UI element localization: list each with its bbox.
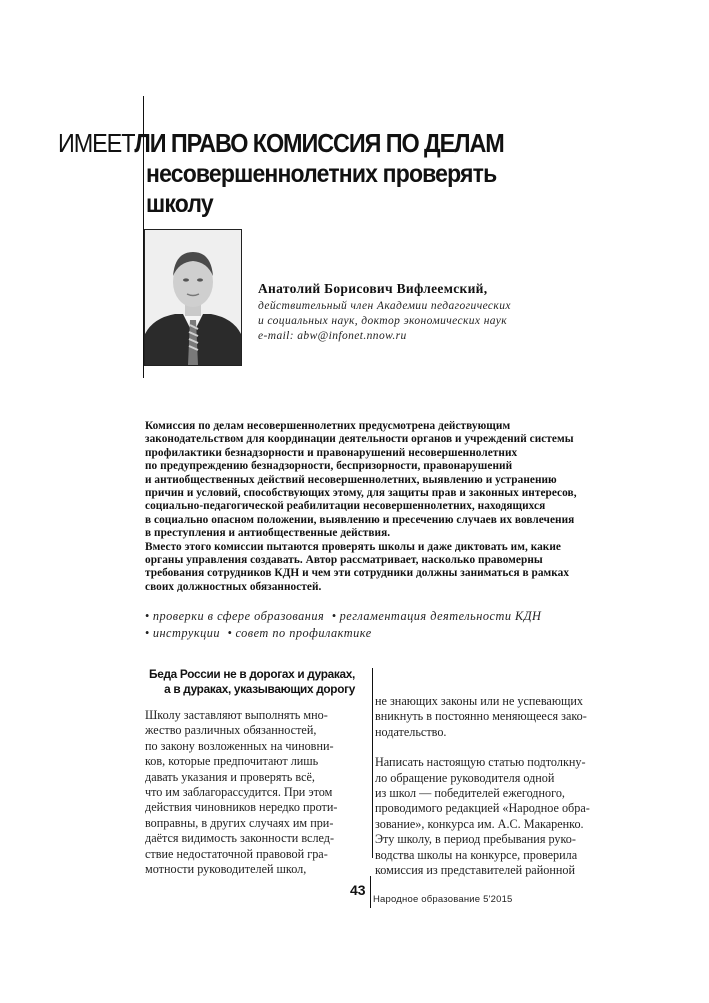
abstract-line: в социально опасном положении, выявлению и пресечению случаев их вовлечения — [145, 513, 575, 526]
body-line: вникнуть в постоянно меняющееся зако- — [375, 709, 587, 724]
title-word-1: ИМЕЕТ — [58, 128, 135, 158]
body-line: комиссия из представителей районной — [375, 863, 575, 878]
author-description — [258, 299, 578, 344]
abstract-line: по предупреждению безнадзорности, беспризорности, правонарушений — [145, 460, 513, 473]
article-abstract — [145, 420, 655, 594]
keyword: инструкции — [152, 626, 221, 640]
body-line: по закону возложенных на чиновни- — [145, 738, 334, 753]
body-paragraph — [375, 694, 610, 740]
abstract-line: причин и условий, способствующих этому, для защиты прав и законных интересов, — [145, 487, 577, 500]
author-email[interactable]: e-mail: abw@infonet.nnow.ru — [258, 330, 407, 342]
body-line: нодательство. — [375, 724, 447, 739]
bullet-icon: • — [145, 626, 150, 640]
bullet-icon: • — [227, 626, 233, 640]
body-paragraph — [375, 755, 610, 878]
body-line: водства школы на конкурсе, проверила — [375, 847, 578, 862]
abstract-line: требования сотрудников КДН и чем эти сотрудники должны заниматься в рамках — [145, 567, 570, 580]
abstract-line: в преступления и антиобщественные действия. — [145, 527, 391, 540]
body-line: Написать настоящую статью подтолкну- — [375, 755, 586, 770]
body-line: даётся видимость законности вслед- — [145, 831, 335, 846]
footer-divider — [370, 876, 371, 908]
body-line: Эту школу, в период пребывания руко- — [375, 832, 576, 847]
journal-name: Народное образование 5'2015 — [373, 894, 513, 905]
title-line-1 — [58, 128, 504, 159]
page-number: 43 — [350, 882, 366, 898]
body-column-right — [375, 694, 610, 878]
keywords-row-2 — [145, 625, 665, 642]
keyword: проверки в сфере образования — [152, 609, 325, 623]
body-line: давать указания и проверять всё, — [145, 769, 315, 784]
title-line-3: школу — [146, 190, 213, 218]
body-line: зование», конкурса им. А.С. Макаренко. — [375, 816, 584, 831]
title-line-2: несовершеннолетних проверять — [146, 160, 497, 188]
abstract-line: Комиссия по делам несовершеннолетних предусмотрена действующим — [145, 420, 511, 432]
body-line: ков, которые предпочитают лишь — [145, 754, 319, 769]
column-divider — [372, 668, 373, 858]
body-line: что им заблагорассудится. При этом — [145, 785, 333, 800]
body-line: проводимого редакцией «Народное обра- — [375, 801, 590, 816]
abstract-line: своих должностных обязанностей. — [145, 580, 322, 593]
bullet-icon: • — [145, 609, 150, 623]
keywords-row-1 — [145, 608, 665, 625]
body-line: Школу заставляют выполнять мно- — [145, 708, 328, 722]
author-portrait-image — [145, 230, 241, 365]
author-desc-line: и социальных наук, доктор экономических наук — [258, 315, 508, 327]
epigraph — [145, 667, 355, 697]
abstract-line: Вместо этого комиссии пытаются проверять школы и даже диктовать им, какие — [145, 540, 561, 553]
abstract-line: социально-педагогической реабилитации несовершеннолетних, находящихся — [145, 500, 546, 513]
abstract-line: органы управления создавать. Автор рассматривает, насколько правомерны — [145, 554, 543, 567]
keyword: совет по профилактике — [235, 626, 372, 640]
abstract-line: профилактики безнадзорности и правонарушений несовершеннолетних — [145, 446, 518, 459]
author-block — [258, 281, 578, 344]
body-line: ствие недостаточной правовой гра- — [145, 846, 328, 861]
bullet-icon: • — [331, 609, 337, 623]
title-line-1-rest: ЛИ ПРАВО КОМИССИЯ ПО ДЕЛАМ — [134, 128, 504, 158]
epigraph-line: а в дураках, указывающих дорогу — [164, 682, 355, 696]
body-line: воправны, в других случаях им при- — [145, 815, 334, 830]
abstract-line: законодательством для координации деятельности органов и учреждений системы — [145, 433, 574, 446]
body-column-left — [145, 708, 357, 877]
keywords-block — [145, 608, 665, 642]
body-line: не знающих законы или не успевающих — [375, 694, 583, 708]
author-portrait-photo — [144, 229, 242, 366]
body-line: ло обращение руководителя одной — [375, 770, 555, 785]
body-line: жество различных обязанностей, — [145, 723, 317, 738]
abstract-line: и антиобщественных действий несовершеннолетних, выявлению и устранению — [145, 473, 557, 486]
keyword: регламентация деятельности КДН — [339, 609, 542, 623]
author-desc-line: действительный член Академии педагогических — [258, 300, 511, 312]
author-name: Анатолий Борисович Вифлеемский, — [258, 281, 488, 296]
body-line: действия чиновников нередко проти- — [145, 800, 338, 815]
body-line: мотности руководителей школ, — [145, 862, 307, 877]
epigraph-line: Беда России не в дорогах и дураках, — [149, 667, 355, 681]
body-line: из школ — победителей ежегодного, — [375, 786, 565, 801]
